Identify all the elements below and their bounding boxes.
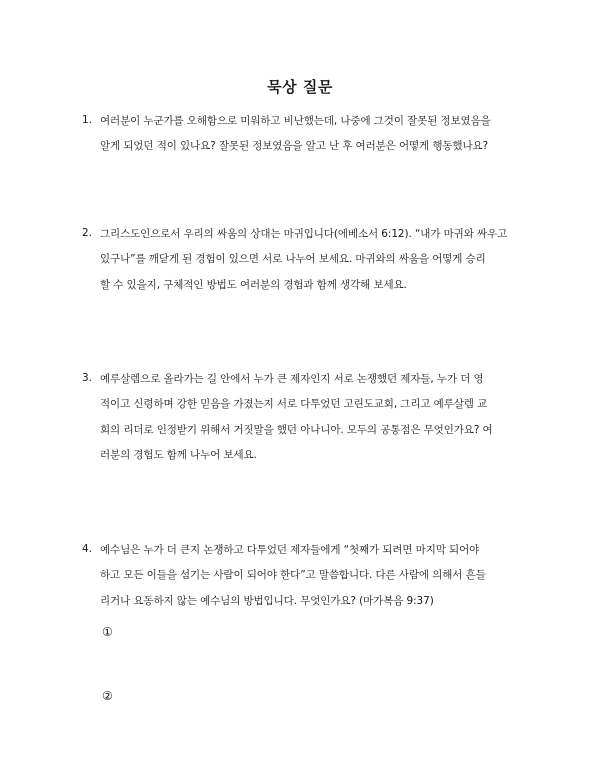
question-text-line: 그리스도인으로서 우리의 싸움의 상대는 마귀입니다(에베소서 6:12). “내가 마귀와 싸우고 xyxy=(100,228,508,240)
question-text-line: 여러분이 누군가를 오해함으로 미워하고 비난했는데, 나중에 그것이 잘못된 정보였음을 xyxy=(100,115,491,127)
question-text-line: 적이고 신령하며 강한 믿음을 가졌는지 서로 다투었던 고린도교회, 그리고 예루살렘 교 xyxy=(100,398,488,410)
question-text-line: 있구나”를 깨닫게 된 경험이 있으면 서로 나누어 보세요. 마귀와의 싸움을 어떻게 승리 xyxy=(100,253,486,265)
question-text-line: 할 수 있을지, 구체적인 방법도 여러분의 경험과 함께 생각해 보세요. xyxy=(100,279,407,291)
question-text-line: 예루살렘으로 올라가는 길 안에서 누가 큰 제자인지 서로 논쟁했던 제자들, 누가 더 영 xyxy=(100,373,484,385)
question-number: 2. xyxy=(82,227,93,239)
answer-marker-2: ② xyxy=(102,689,113,703)
page-title: 묵상 질문 xyxy=(267,78,333,96)
question-text-line: 하고 모든 이들을 섬기는 사람이 되어야 한다”고 말씀합니다. 다른 사람에 의해서 흔들 xyxy=(100,569,486,581)
question-text-line: 예수님은 누가 더 큰지 논쟁하고 다투었던 제자들에게 “첫째가 되려면 마지막 되어야 xyxy=(100,544,480,556)
question-text-line: 러분의 경험도 함께 나누어 보세요. xyxy=(100,449,257,461)
answer-marker-1: ① xyxy=(102,625,113,639)
question-text-line: 리거나 요동하지 않는 예수님의 방법입니다. 무엇인가요? (마가복음 9:37) xyxy=(100,595,434,607)
question-number: 3. xyxy=(82,372,93,384)
question-number: 1. xyxy=(82,114,93,126)
question-text-line: 알게 되었던 적이 있나요? 잘못된 정보였음을 알고 난 후 여러분은 어떻게 행동했나요? xyxy=(100,140,489,152)
question-number: 4. xyxy=(82,543,93,555)
question-text-line: 회의 리더로 인정받기 위해서 거짓말을 했던 아나니아. 모두의 공통점은 무엇인가요? 여 xyxy=(100,424,493,436)
